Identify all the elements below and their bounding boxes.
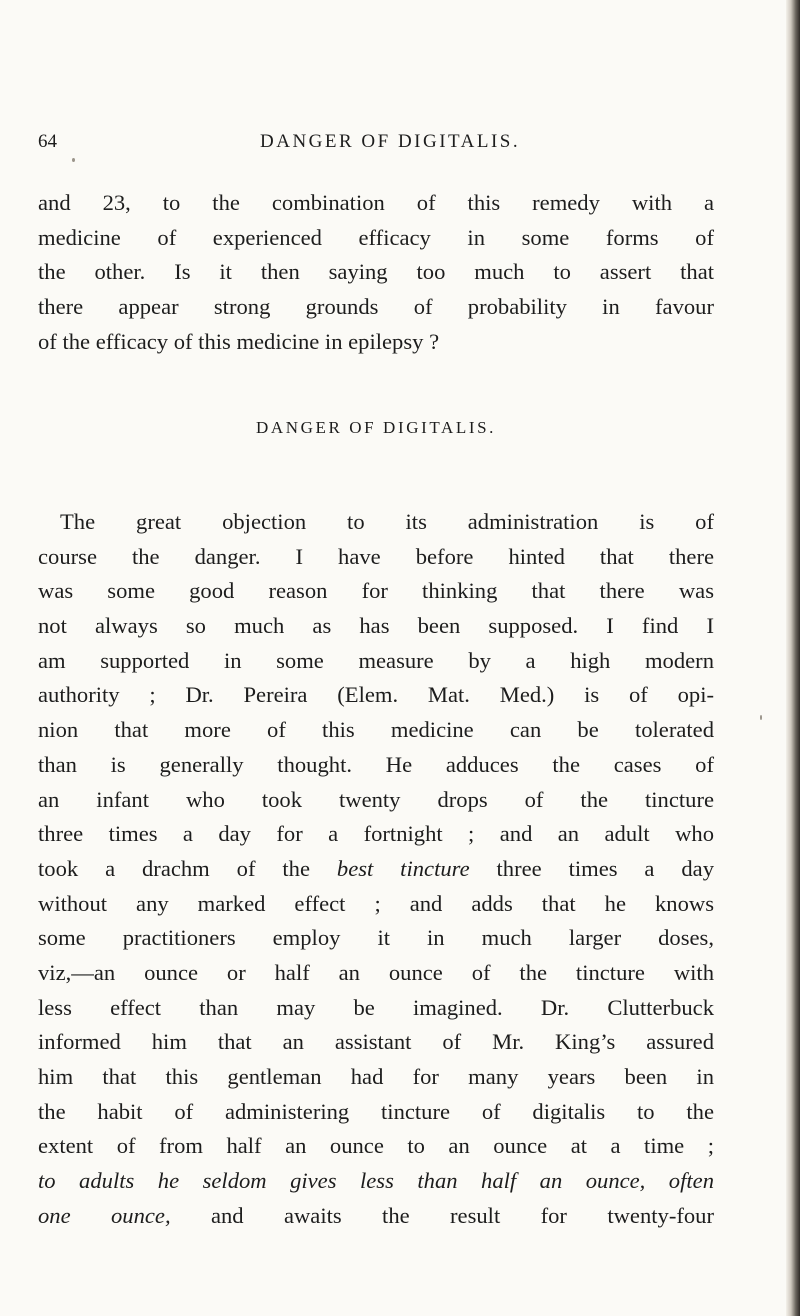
text-line: him that this gentleman had for many years been in [38,1064,714,1089]
italic-run: best tincture [336,855,470,881]
text-line: not always so much as has been supposed. I find I [38,613,714,639]
text-line: informed him that an assistant of Mr. King’s assured [38,1029,714,1055]
text-line: viz,—an ounce or half an ounce of the tincture with [38,959,714,985]
text-line [38,1199,714,1234]
text-line: and 23, to the combination of this remedy with a [38,190,714,215]
page-number: 64 [38,131,57,152]
text-run: and awaits the result for twenty-four [170,1202,714,1228]
text-line: the other. Is it then saying too much to assert that [38,259,714,285]
italic-line: to adults he seldom gives less than half an ounce, often [38,1168,714,1194]
text-run: three times a day [469,855,714,881]
text-line [38,852,714,887]
italic-run: one ounce, [38,1202,171,1228]
text-line: some practitioners employ it in much larger doses, [38,925,714,951]
text-line: than is generally thought. He adduces the cases of [38,751,714,777]
text-line: course the danger. I have before hinted that there [38,543,714,569]
print-speck [72,158,75,162]
text-run: took a drachm of the [38,855,337,881]
page-header [38,131,758,161]
text-line: authority ; Dr. Pereira (Elem. Mat. Med.) is of opi- [38,682,714,708]
paragraph-continued [38,186,714,359]
text-line: extent of from half an ounce to an ounce at a time ; [38,1133,714,1159]
text-line: The great objection to its administration is of [60,509,714,534]
text-line: am supported in some measure by a high modern [38,647,714,673]
text-line: of the efficacy of this medicine in epilepsy ? [38,328,440,354]
text-line: medicine of experienced efficacy in some forms of [38,224,714,250]
text-line: three times a day for a fortnight ; and an adult who [38,821,714,847]
text-line: there appear strong grounds of probability in favour [38,294,714,320]
text-line: was some good reason for thinking that there was [38,578,714,604]
running-head: DANGER OF DIGITALIS. [260,131,521,152]
text-line: nion that more of this medicine can be tolerated [38,717,714,743]
print-speck [760,715,762,720]
paragraph-danger [38,505,714,1233]
section-heading: DANGER OF DIGITALIS. [256,418,496,437]
text-line: an infant who took twenty drops of the tincture [38,786,714,812]
text-line: less effect than may be imagined. Dr. Clutterbuck [38,994,714,1020]
text-line: without any marked effect ; and adds that he knows [38,890,714,916]
binding-edge [786,0,800,1316]
text-line: the habit of administering tincture of digitalis to the [38,1098,714,1124]
